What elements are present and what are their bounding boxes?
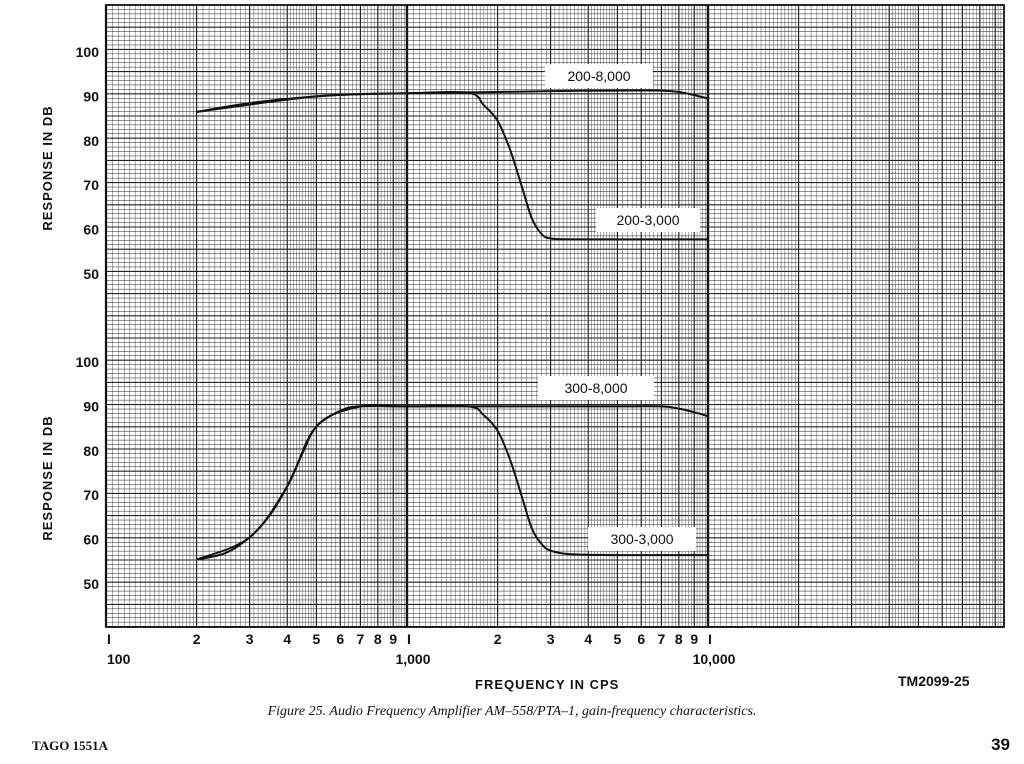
y-axis-title: RESPONSE IN DB — [40, 415, 55, 541]
y-tick-label: 80 — [83, 442, 99, 459]
x-tick-minor-label: 5 — [613, 631, 622, 647]
x-tick-major-label: 100 — [107, 651, 131, 667]
x-tick-major-label: 1,000 — [395, 651, 431, 667]
y-tick-label: 50 — [83, 266, 99, 282]
x-tick-minor-label: 9 — [389, 631, 398, 647]
y-tick-label: 60 — [83, 531, 99, 548]
y-tick-label: 100 — [75, 354, 99, 370]
x-tick-minor-label: 3 — [245, 631, 254, 647]
x-tick-minor-label: 4 — [584, 631, 593, 647]
figure-caption: Figure 25. Audio Frequency Amplifier AM–558/PTA–1, gain-frequency characteristics. — [267, 704, 757, 719]
x-tick-minor-label: 8 — [373, 631, 382, 647]
figure-id: TM2099-25 — [898, 673, 970, 689]
y-axis-labels — [40, 44, 99, 592]
y-tick-label: 100 — [75, 44, 99, 60]
x-tick-minor-label: 4 — [283, 631, 292, 647]
y-tick-label: 50 — [83, 576, 99, 592]
y-tick-label: 70 — [83, 487, 99, 504]
x-tick-minor-label: 2 — [493, 631, 502, 647]
page-number: 39 — [991, 735, 1010, 754]
x-tick-minor-label: 9 — [690, 631, 699, 647]
x-tick-minor-label: I — [407, 631, 411, 647]
x-tick-minor-label: I — [708, 631, 712, 647]
x-tick-minor-label: 6 — [336, 631, 345, 647]
series-label: 300-3,000 — [610, 531, 674, 547]
footer-document-code: TAGO 1551A — [32, 738, 108, 753]
x-tick-minor-label: 7 — [657, 631, 666, 647]
y-tick-label: 90 — [83, 398, 99, 415]
y-tick-label: 90 — [83, 88, 99, 105]
y-tick-label: 70 — [83, 177, 99, 194]
x-tick-minor-label: 8 — [674, 631, 683, 647]
x-tick-minor-label: 5 — [312, 631, 321, 647]
x-axis-title: FREQUENCY IN CPS — [475, 677, 620, 692]
x-tick-minor-label: 6 — [637, 631, 646, 647]
series-label: 200-8,000 — [567, 68, 631, 84]
series-label: 200-3,000 — [616, 212, 680, 228]
x-tick-minor-label: I — [107, 631, 111, 647]
x-tick-minor-label: 3 — [546, 631, 555, 647]
series-label: 300-8,000 — [564, 380, 628, 396]
y-axis-title: RESPONSE IN DB — [40, 105, 55, 231]
y-tick-label: 80 — [83, 132, 99, 149]
x-axis-ticks — [107, 631, 736, 667]
x-tick-major-label: 10,000 — [692, 651, 736, 667]
y-tick-label: 60 — [83, 221, 99, 238]
x-tick-minor-label: 7 — [356, 631, 365, 647]
x-tick-minor-label: 2 — [192, 631, 201, 647]
